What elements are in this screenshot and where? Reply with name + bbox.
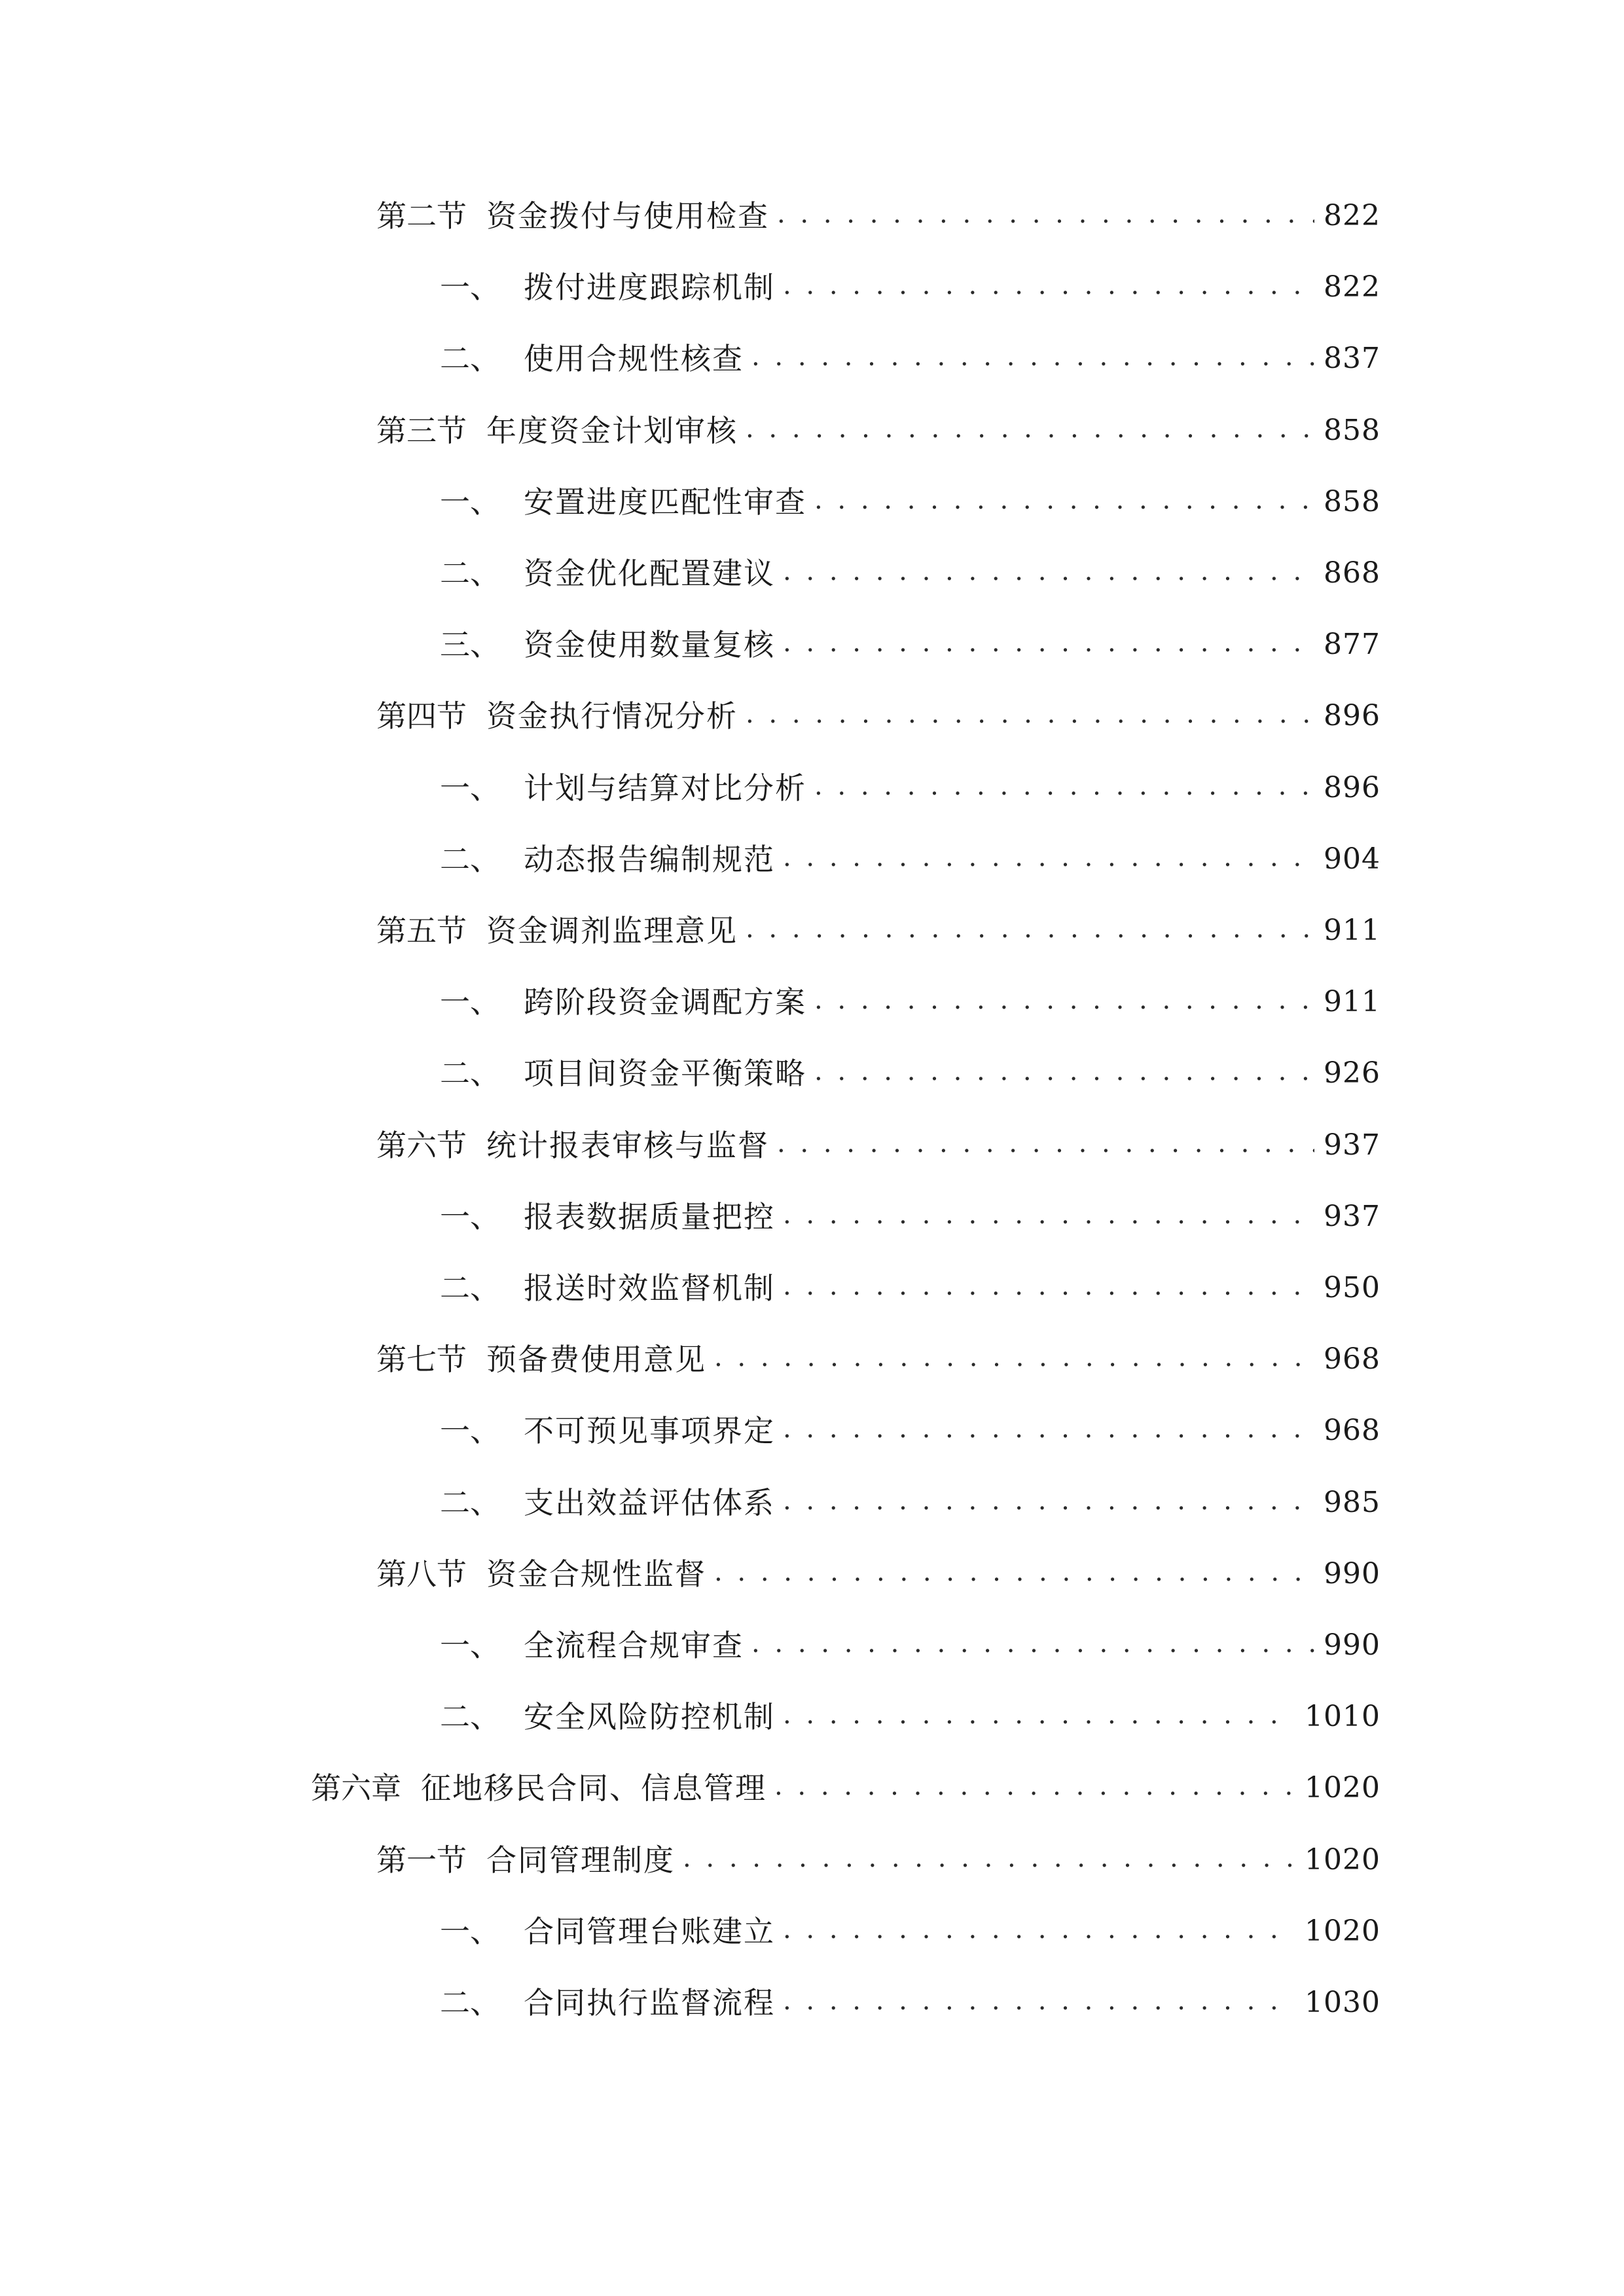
toc-entry-label: 第四节 [376, 698, 467, 734]
toc-entry[interactable] [440, 476, 1380, 528]
dot-leader [714, 1344, 1314, 1374]
dot-leader [783, 1916, 1295, 1946]
toc-entry-title: 报表数据质量把控 [524, 1198, 775, 1234]
toc-entry[interactable] [440, 1191, 1380, 1243]
toc-entry-label: 三、 [440, 627, 500, 663]
toc-entry-page: 968 [1324, 1414, 1380, 1448]
toc-entry-title: 报送时效监督机制 [524, 1270, 775, 1306]
toc-entry-title: 项目间资金平衡策略 [524, 1056, 806, 1092]
toc-entry-label: 第六节 [376, 1127, 467, 1163]
toc-entry-page: 911 [1324, 914, 1380, 947]
dot-leader [746, 701, 1314, 731]
dot-leader [783, 1488, 1314, 1518]
toc-entry-label: 一、 [440, 770, 500, 806]
toc-entry-page: 877 [1324, 628, 1380, 662]
toc-entry-page: 985 [1324, 1485, 1380, 1519]
toc-entry-page: 904 [1324, 842, 1380, 876]
toc-entry[interactable] [440, 1262, 1380, 1314]
toc-entry-title: 全流程合规审查 [524, 1628, 744, 1663]
toc-entry-title: 合同执行监督流程 [524, 1985, 775, 2020]
toc-entry-title: 资金合规性监督 [486, 1556, 706, 1592]
dot-leader [814, 987, 1314, 1017]
toc-entry-title: 资金优化配置建议 [524, 556, 775, 591]
toc-entry-label: 一、 [440, 1913, 500, 1949]
dot-leader [751, 1630, 1314, 1660]
dot-leader [783, 272, 1314, 302]
toc-entry-page: 911 [1324, 985, 1380, 1019]
toc-entry[interactable] [440, 1977, 1380, 2029]
toc-entry[interactable] [376, 1119, 1380, 1172]
dot-leader [777, 1130, 1314, 1160]
toc-entry-label: 第七节 [376, 1342, 467, 1378]
toc-entry-title: 动态报告编制规范 [524, 841, 775, 877]
dot-leader [783, 630, 1314, 660]
toc-entry-title: 跨阶段资金调配方案 [524, 984, 806, 1020]
toc-entry-page: 837 [1324, 342, 1380, 376]
dot-leader [814, 487, 1314, 517]
toc-entry[interactable] [440, 332, 1380, 385]
toc-entry-label: 二、 [440, 841, 500, 877]
toc-entry-label: 第六章 [311, 1770, 401, 1806]
toc-entry-label: 第二节 [376, 198, 467, 234]
toc-entry-page: 822 [1324, 199, 1380, 232]
dot-leader [746, 916, 1314, 946]
toc-entry[interactable] [440, 762, 1380, 814]
toc-entry-page: 1020 [1305, 1771, 1380, 1805]
dot-leader [783, 844, 1314, 874]
toc-entry-page: 937 [1324, 1199, 1380, 1233]
dot-leader [774, 1773, 1295, 1803]
toc-entry[interactable] [376, 404, 1380, 457]
toc-entry-title: 拨付进度跟踪机制 [524, 270, 775, 306]
toc-entry-page: 822 [1324, 270, 1380, 304]
toc-entry-label: 第一节 [376, 1842, 467, 1878]
dot-leader [714, 1559, 1314, 1589]
toc-entry-page: 950 [1324, 1271, 1380, 1304]
toc-entry[interactable] [440, 261, 1380, 314]
toc-entry-label: 一、 [440, 1198, 500, 1234]
dot-leader [814, 1058, 1314, 1088]
dot-leader [783, 558, 1314, 588]
toc-entry-label: 二、 [440, 1985, 500, 2020]
toc-entry-page: 990 [1324, 1628, 1380, 1662]
toc-entry-page: 1010 [1305, 1700, 1380, 1734]
dot-leader [783, 1416, 1314, 1446]
toc-entry-label: 二、 [440, 556, 500, 591]
toc-entry-label: 一、 [440, 1628, 500, 1663]
toc-entry-title: 征地移民合同、信息管理 [421, 1770, 767, 1806]
toc-entry-label: 二、 [440, 1270, 500, 1306]
toc-entry[interactable] [440, 619, 1380, 671]
toc-entry-page: 1020 [1305, 1914, 1380, 1948]
toc-entry-title: 使用合规性核查 [524, 341, 744, 377]
toc-entry[interactable] [376, 190, 1380, 242]
toc-entry[interactable] [376, 1834, 1380, 1886]
dot-leader [777, 201, 1314, 231]
toc-entry-label: 二、 [440, 1056, 500, 1092]
toc-entry-page: 926 [1324, 1056, 1380, 1090]
toc-entry[interactable] [311, 1762, 1380, 1814]
dot-leader [783, 1988, 1295, 2018]
toc-entry[interactable] [440, 1405, 1380, 1457]
toc-entry-label: 第三节 [376, 412, 467, 448]
toc-entry-title: 年度资金计划审核 [486, 412, 738, 448]
toc-entry-page: 968 [1324, 1342, 1380, 1376]
toc-entry-page: 896 [1324, 699, 1380, 733]
toc-entry-page: 1020 [1305, 1842, 1380, 1876]
toc-entry-label: 二、 [440, 1484, 500, 1520]
toc-entry-page: 1030 [1305, 1986, 1380, 2019]
dot-leader [783, 1202, 1314, 1232]
toc-entry[interactable] [440, 1047, 1380, 1100]
toc-entry[interactable] [440, 833, 1380, 886]
toc-entry-page: 868 [1324, 556, 1380, 590]
toc-entry-page: 858 [1324, 413, 1380, 447]
toc-entry-title: 资金拨付与使用检查 [486, 198, 769, 234]
toc-entry-label: 一、 [440, 984, 500, 1020]
toc-entry-label: 一、 [440, 270, 500, 306]
toc-entry-page: 896 [1324, 770, 1380, 804]
toc-entry[interactable] [376, 905, 1380, 957]
toc-entry-title: 安全风险防控机制 [524, 1699, 775, 1735]
dot-leader [683, 1845, 1295, 1875]
toc-entry[interactable] [376, 690, 1380, 742]
toc-entry-title: 资金执行情况分析 [486, 698, 738, 734]
dot-leader [783, 1702, 1295, 1732]
toc-entry-title: 计划与结算对比分析 [524, 770, 806, 806]
dot-leader [746, 416, 1314, 446]
dot-leader [814, 773, 1314, 803]
toc-entry-title: 合同管理制度 [486, 1842, 675, 1878]
toc-entry-title: 支出效益评估体系 [524, 1484, 775, 1520]
toc-entry[interactable] [440, 1905, 1380, 1958]
toc-entry-title: 统计报表审核与监督 [486, 1127, 769, 1163]
toc-entry-page: 937 [1324, 1128, 1380, 1162]
toc-entry-title: 合同管理台账建立 [524, 1913, 775, 1949]
toc-entry[interactable] [376, 1333, 1380, 1386]
dot-leader [751, 344, 1314, 374]
toc-entry-label: 第八节 [376, 1556, 467, 1592]
toc-entry-title: 安置进度匹配性审查 [524, 484, 806, 520]
toc-entry-title: 资金使用数量复核 [524, 627, 775, 663]
toc-entry-title: 不可预见事项界定 [524, 1413, 775, 1449]
toc-entry[interactable] [376, 1548, 1380, 1600]
toc-entry-title: 预备费使用意见 [486, 1342, 706, 1378]
toc-entry-label: 一、 [440, 1413, 500, 1449]
toc-entry[interactable] [440, 547, 1380, 600]
toc-entry-label: 二、 [440, 1699, 500, 1735]
toc-entry-page: 990 [1324, 1556, 1380, 1590]
toc-entry-title: 资金调剂监理意见 [486, 913, 738, 948]
toc-entry[interactable] [440, 1619, 1380, 1672]
toc-entry-label: 一、 [440, 484, 500, 520]
toc-entry-label: 第五节 [376, 913, 467, 948]
toc-entry[interactable] [440, 1477, 1380, 1529]
toc-entry[interactable] [440, 1691, 1380, 1743]
dot-leader [783, 1273, 1314, 1303]
toc-entry[interactable] [440, 976, 1380, 1028]
toc-entry-page: 858 [1324, 484, 1380, 518]
toc-entry-label: 二、 [440, 341, 500, 377]
